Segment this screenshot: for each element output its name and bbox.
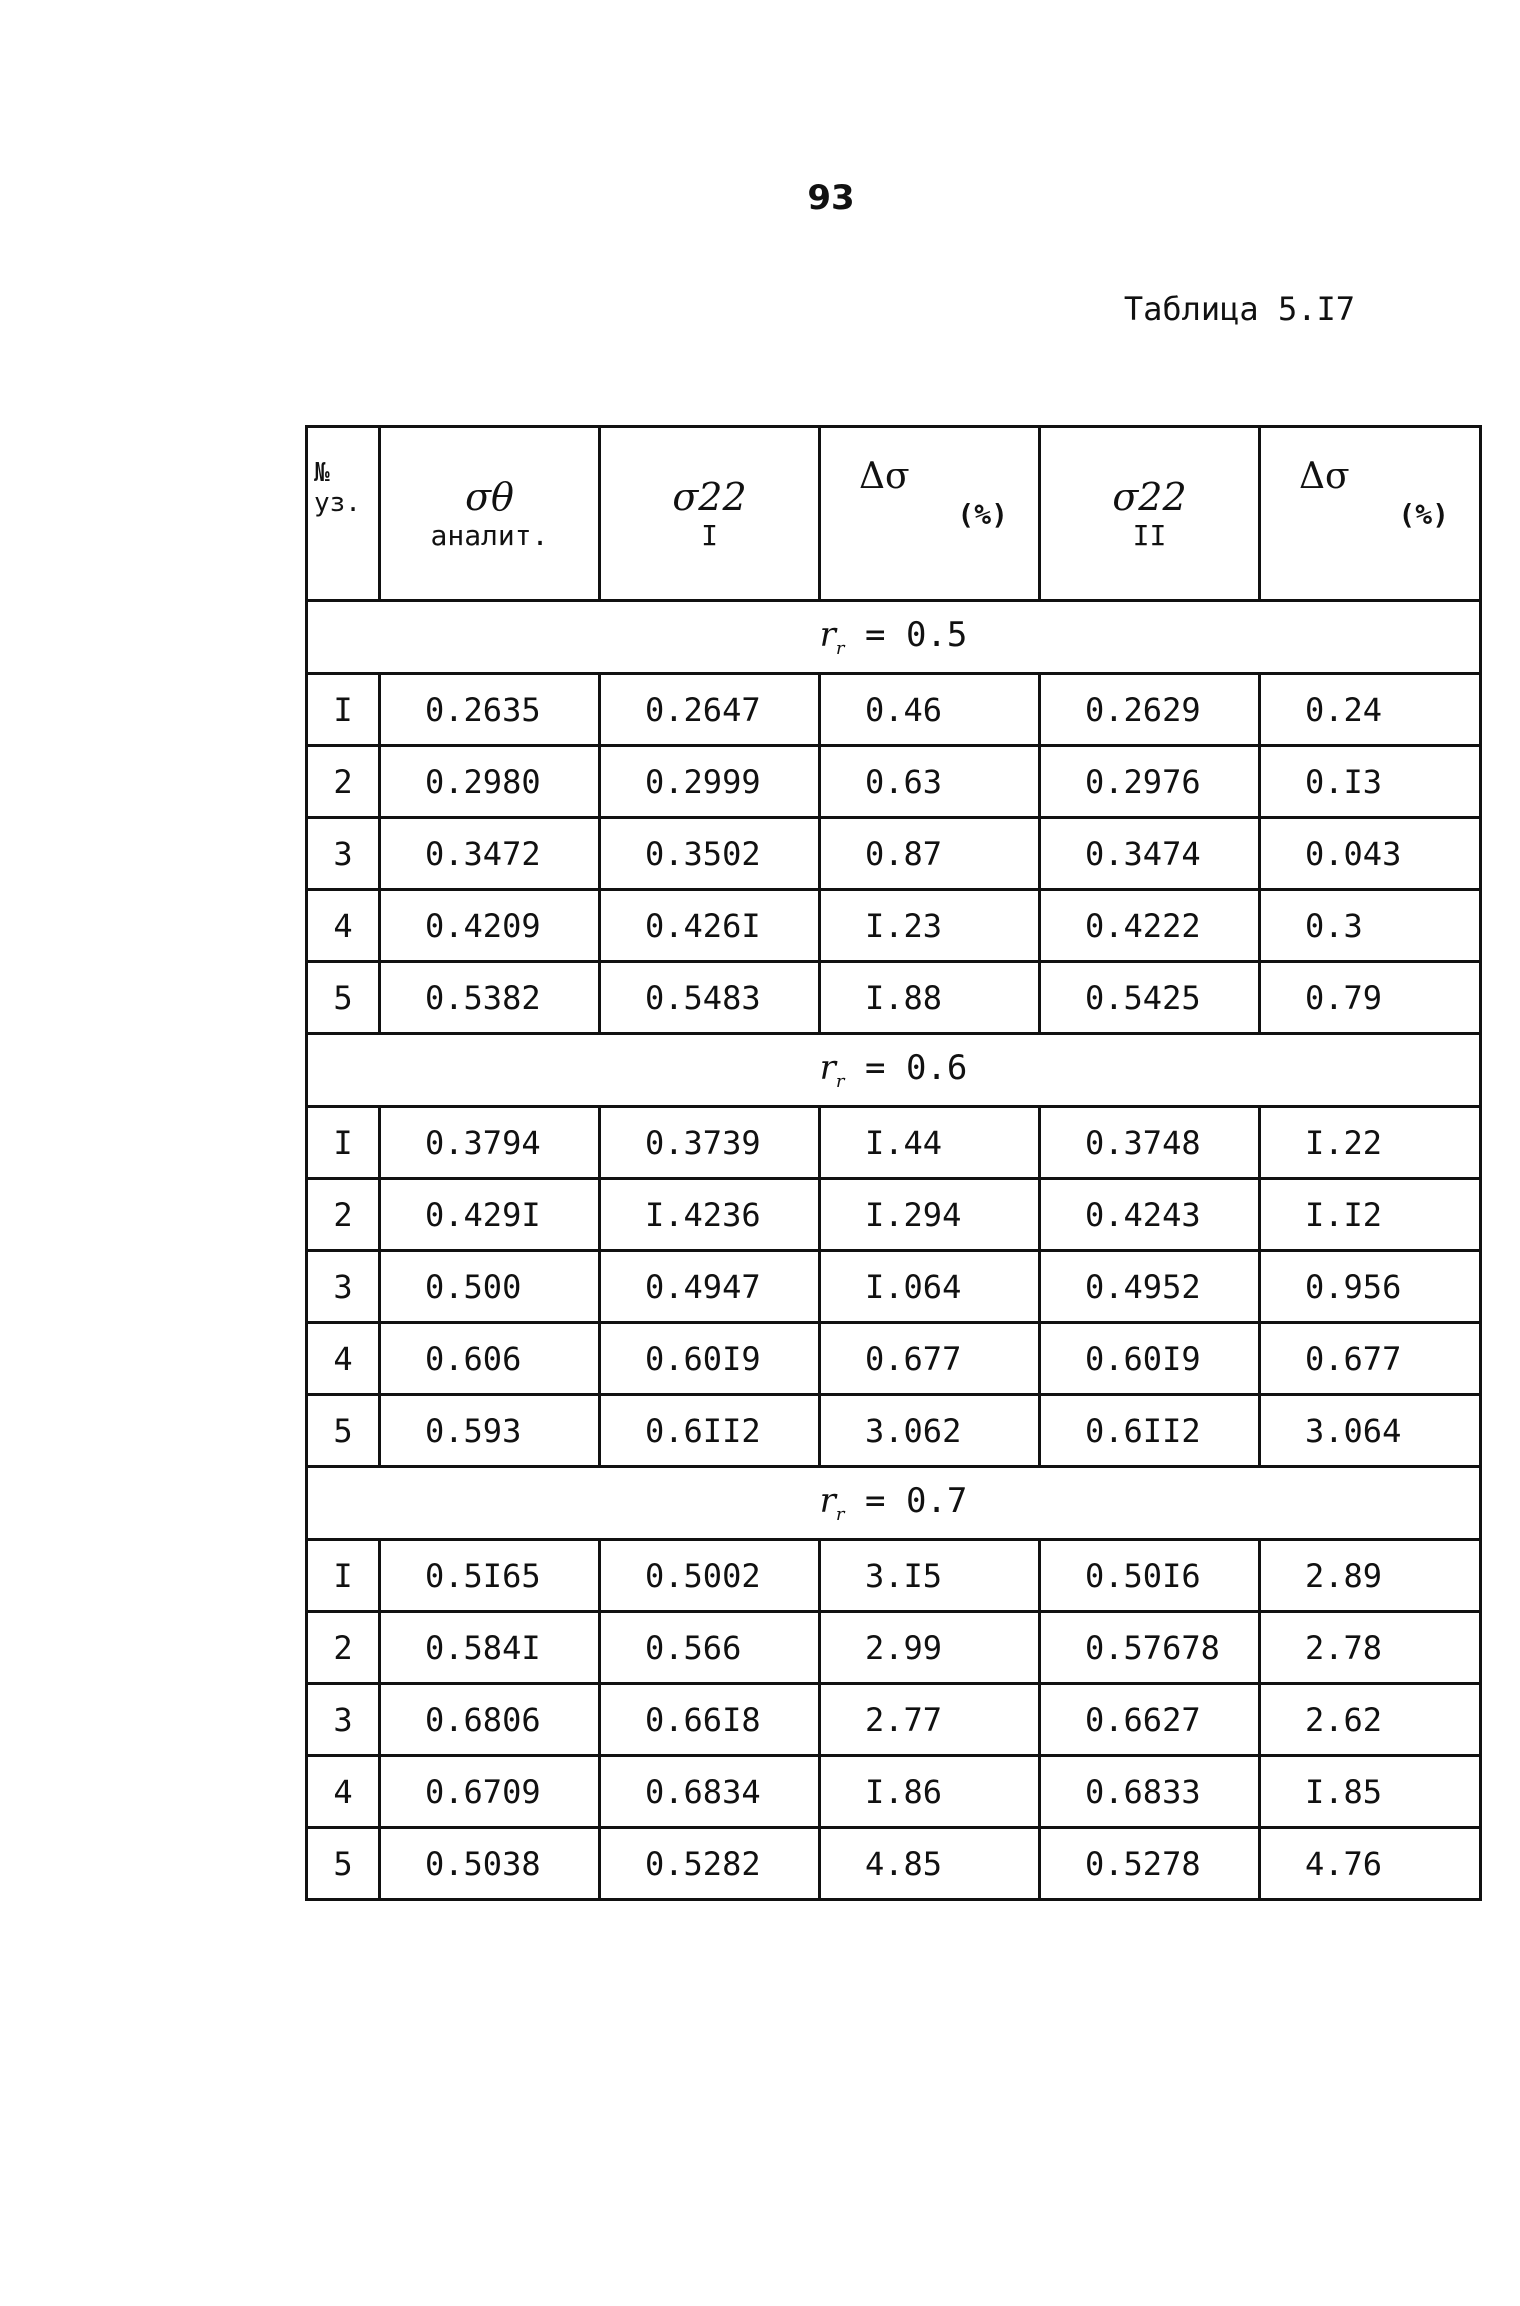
section-label (307, 1467, 1481, 1540)
value-cell: 0.3 (1260, 890, 1481, 962)
header-delta-one-unit: (%) (957, 498, 1008, 531)
value-cell: 0.I3 (1260, 746, 1481, 818)
value-cell: 0.2635 (380, 674, 600, 746)
value-cell: 0.4243 (1040, 1179, 1260, 1251)
header-node (307, 427, 380, 601)
node-cell: 5 (307, 1828, 380, 1900)
node-cell: 5 (307, 1395, 380, 1467)
header-delta-two-symbol: Δσ (1299, 456, 1350, 497)
table-row (307, 962, 1481, 1034)
value-cell: 0.5425 (1040, 962, 1260, 1034)
value-cell: 0.6806 (380, 1684, 600, 1756)
node-cell: 2 (307, 1179, 380, 1251)
value-cell: 0.5483 (600, 962, 820, 1034)
value-cell: 2.89 (1260, 1540, 1481, 1612)
value-cell: 3.064 (1260, 1395, 1481, 1467)
value-cell: 0.3739 (600, 1107, 820, 1179)
value-cell: 0.593 (380, 1395, 600, 1467)
value-cell: I.4236 (600, 1179, 820, 1251)
value-cell: 0.5278 (1040, 1828, 1260, 1900)
table-row (307, 1684, 1481, 1756)
header-sigma-two (1040, 427, 1260, 601)
header-analytic (380, 427, 600, 601)
value-cell: 0.3794 (380, 1107, 600, 1179)
section-header-row (307, 1034, 1481, 1107)
node-cell: 3 (307, 818, 380, 890)
node-cell: 3 (307, 1251, 380, 1323)
value-cell: 0.2999 (600, 746, 820, 818)
header-sigma-two-label: II (1132, 519, 1167, 552)
value-cell: 0.500 (380, 1251, 600, 1323)
section-value: = 0.6 (865, 1048, 968, 1089)
header-analytic-symbol: σθ (465, 475, 514, 519)
value-cell: I.44 (820, 1107, 1040, 1179)
value-cell: 2.78 (1260, 1612, 1481, 1684)
value-cell: 3.I5 (820, 1540, 1040, 1612)
section-label (307, 1034, 1481, 1107)
value-cell: 0.6627 (1040, 1684, 1260, 1756)
value-cell: 0.57678 (1040, 1612, 1260, 1684)
value-cell: I.88 (820, 962, 1040, 1034)
value-cell: 0.2976 (1040, 746, 1260, 818)
value-cell: 0.3474 (1040, 818, 1260, 890)
value-cell: 0.79 (1260, 962, 1481, 1034)
value-cell: 0.63 (820, 746, 1040, 818)
header-delta-two-unit: (%) (1398, 498, 1449, 531)
value-cell: 0.429I (380, 1179, 600, 1251)
node-cell: 4 (307, 1323, 380, 1395)
section-header-row (307, 1467, 1481, 1540)
node-cell: I (307, 674, 380, 746)
table-row (307, 1179, 1481, 1251)
value-cell: 0.4952 (1040, 1251, 1260, 1323)
table-row (307, 1323, 1481, 1395)
section-value: = 0.7 (865, 1481, 968, 1522)
value-cell: 0.66I8 (600, 1684, 820, 1756)
value-cell: 0.5382 (380, 962, 600, 1034)
node-cell: I (307, 1540, 380, 1612)
table-caption: Таблица 5.I7 (1123, 290, 1355, 328)
value-cell: 0.87 (820, 818, 1040, 890)
value-cell: 0.956 (1260, 1251, 1481, 1323)
value-cell: 0.677 (1260, 1323, 1481, 1395)
node-cell: I (307, 1107, 380, 1179)
value-cell: 0.677 (820, 1323, 1040, 1395)
value-cell: 4.85 (820, 1828, 1040, 1900)
value-cell: I.22 (1260, 1107, 1481, 1179)
value-cell: 0.60I9 (600, 1323, 820, 1395)
table-header-row (307, 427, 1481, 601)
table-row (307, 674, 1481, 746)
value-cell: 0.5002 (600, 1540, 820, 1612)
value-cell: 0.6833 (1040, 1756, 1260, 1828)
value-cell: 0.46 (820, 674, 1040, 746)
value-cell: I.23 (820, 890, 1040, 962)
header-delta-two (1260, 427, 1481, 601)
value-cell: 0.60I9 (1040, 1323, 1260, 1395)
table-row (307, 890, 1481, 962)
table-row (307, 1107, 1481, 1179)
value-cell: 0.606 (380, 1323, 600, 1395)
value-cell: 0.426I (600, 890, 820, 962)
value-cell: 0.50I6 (1040, 1540, 1260, 1612)
node-cell: 2 (307, 746, 380, 818)
header-sigma-one-label: I (701, 519, 718, 552)
value-cell: 0.4947 (600, 1251, 820, 1323)
data-table (305, 425, 1482, 1901)
table-row (307, 818, 1481, 890)
radius-symbol: $r_r$ (819, 1481, 845, 1525)
header-analytic-label: аналит. (430, 519, 549, 552)
node-cell: 5 (307, 962, 380, 1034)
value-cell: I.294 (820, 1179, 1040, 1251)
node-cell: 4 (307, 890, 380, 962)
table-body (307, 601, 1481, 1900)
table-row (307, 1612, 1481, 1684)
value-cell: 0.4209 (380, 890, 600, 962)
value-cell: 0.6II2 (1040, 1395, 1260, 1467)
node-cell: 3 (307, 1684, 380, 1756)
table-row (307, 1395, 1481, 1467)
table-row (307, 1828, 1481, 1900)
table-row (307, 746, 1481, 818)
value-cell: 0.2647 (600, 674, 820, 746)
value-cell: 0.5282 (600, 1828, 820, 1900)
radius-symbol: $r_r$ (819, 1048, 845, 1092)
page-number: 93 (807, 178, 855, 218)
value-cell: 0.5038 (380, 1828, 600, 1900)
value-cell: 0.566 (600, 1612, 820, 1684)
table-row (307, 1540, 1481, 1612)
value-cell: 2.77 (820, 1684, 1040, 1756)
section-header-row (307, 601, 1481, 674)
value-cell: I.85 (1260, 1756, 1481, 1828)
node-cell: 4 (307, 1756, 380, 1828)
header-sigma-one (600, 427, 820, 601)
value-cell: 2.62 (1260, 1684, 1481, 1756)
value-cell: 0.043 (1260, 818, 1481, 890)
section-value: = 0.5 (865, 615, 968, 656)
value-cell: I.064 (820, 1251, 1040, 1323)
value-cell: 0.584I (380, 1612, 600, 1684)
value-cell: 0.6II2 (600, 1395, 820, 1467)
header-delta-one (820, 427, 1040, 601)
value-cell: 2.99 (820, 1612, 1040, 1684)
header-sigma-two-symbol: σ22 (1112, 475, 1187, 519)
header-sigma-one-symbol: σ22 (672, 475, 747, 519)
value-cell: I.I2 (1260, 1179, 1481, 1251)
node-cell: 2 (307, 1612, 380, 1684)
value-cell: 3.062 (820, 1395, 1040, 1467)
table-row (307, 1756, 1481, 1828)
value-cell: 0.6709 (380, 1756, 600, 1828)
value-cell: 0.24 (1260, 674, 1481, 746)
value-cell: 0.3472 (380, 818, 600, 890)
header-delta-one-symbol: Δσ (859, 456, 910, 497)
value-cell: I.86 (820, 1756, 1040, 1828)
value-cell: 0.3748 (1040, 1107, 1260, 1179)
header-node-number: № (314, 458, 330, 488)
section-label (307, 601, 1481, 674)
value-cell: 4.76 (1260, 1828, 1481, 1900)
table-row (307, 1251, 1481, 1323)
value-cell: 0.2629 (1040, 674, 1260, 746)
value-cell: 0.2980 (380, 746, 600, 818)
header-node-label: уз. (314, 488, 361, 518)
value-cell: 0.3502 (600, 818, 820, 890)
value-cell: 0.6834 (600, 1756, 820, 1828)
radius-symbol: $r_r$ (819, 615, 845, 659)
value-cell: 0.4222 (1040, 890, 1260, 962)
value-cell: 0.5I65 (380, 1540, 600, 1612)
